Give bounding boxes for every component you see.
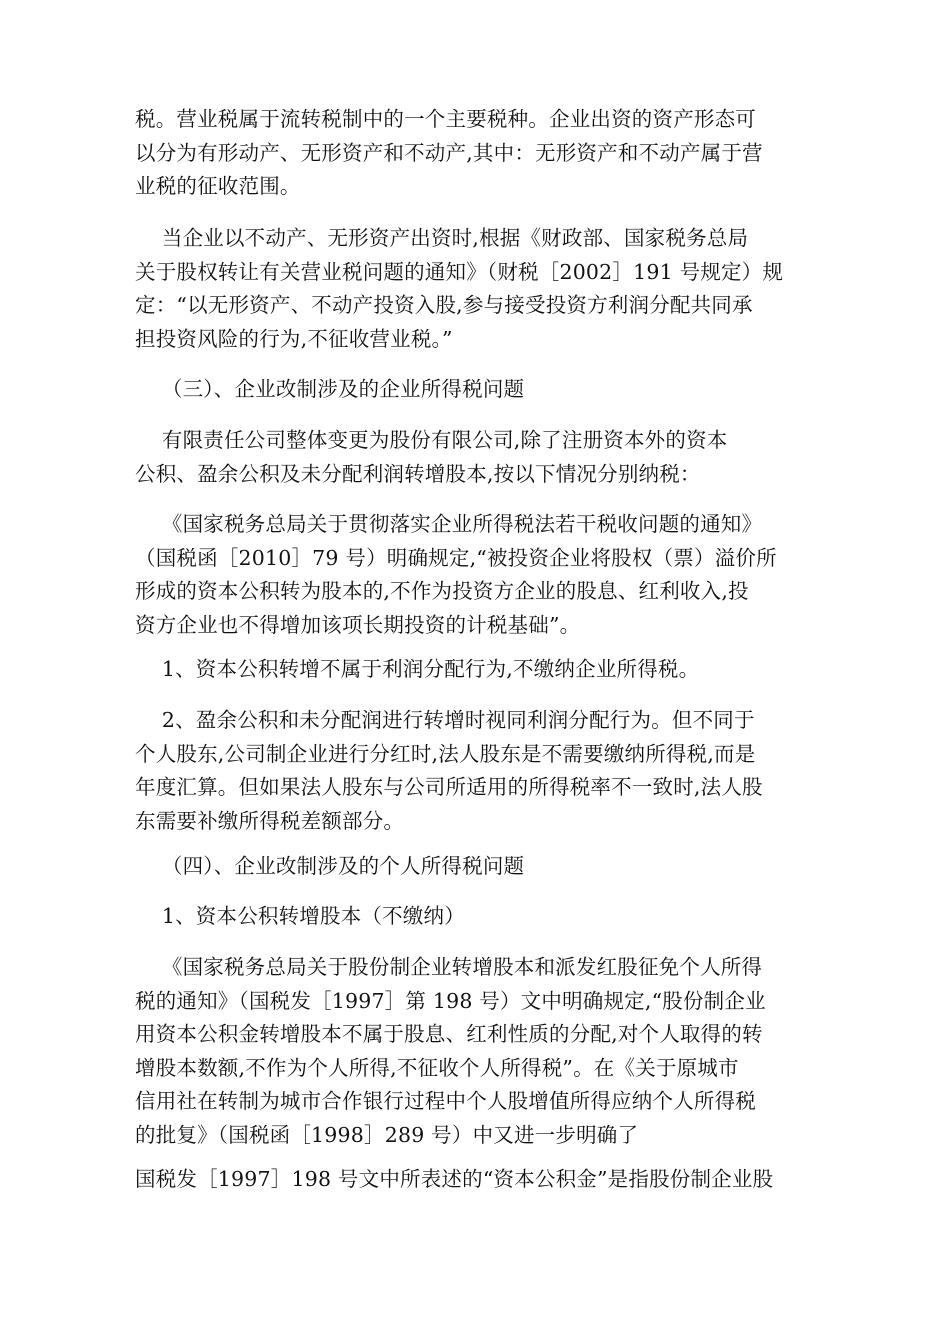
text-line: 税。营业税属于流转税制中的一个主要税种。企业出资的资产形态可 (135, 107, 756, 131)
text-line: 增股本数额,不作为个人所得,不征收个人所得税”。在《关于原城市 (135, 1055, 739, 1080)
text-line: 形成的资本公积转为股本的,不作为投资方企业的股息、红利收入,投 (135, 579, 749, 603)
section-heading-4 (135, 850, 835, 884)
text-line: 东需要补缴所得税差额部分。 (135, 808, 405, 833)
text-line: （国税函［2010］79 号）明确规定,“被投资企业将股权（票）溢价所 (135, 545, 777, 570)
text-line: 以分为有形动产、无形资产和不动产,其中：无形资产和不动产属于营 (135, 140, 763, 165)
sub-heading-capital-reserve (135, 900, 835, 934)
text-line: 的批复》（国税函［1998］289 号）中又进一步明确了 (135, 1122, 639, 1147)
paragraph-real-estate-investment (135, 222, 835, 356)
text-line: 《国家税务总局关于贯彻落实企业所得税法若干税收问题的通知》 (135, 512, 763, 536)
heading-text: （三）、企业改制涉及的企业所得税问题 (135, 377, 525, 401)
text-line: 信用社在转制为城市合作银行过程中个人股增值所得应纳个人所得税 (135, 1089, 756, 1113)
heading-text: 1、资本公积转增股本（不缴纳） (135, 904, 465, 928)
list-item-2 (135, 704, 835, 838)
text-line: 《国家税务总局关于股份制企业转增股本和派发红股征免个人所得 (135, 955, 763, 979)
text-line: 用资本公积金转增股本不属于股息、红利性质的分配,对个人取得的转 (135, 1022, 763, 1046)
text-line: 个人股东,公司制企业进行分红时,法人股东是不需要缴纳所得税,而是 (135, 741, 756, 766)
text-line: 年度汇算。但如果法人股东与公司所适用的所得税率不一致时,法人股 (135, 775, 763, 799)
list-item-1 (135, 653, 835, 687)
text-line: 税的通知》（国税发［1997］第 198 号）文中明确规定,“股份制企业 (135, 988, 766, 1013)
text-line: 关于股权转让有关营业税问题的通知》（财税［2002］191 号规定）规 (135, 259, 784, 284)
paragraph-notice-2010-79 (135, 508, 835, 642)
paragraph-company-conversion (135, 424, 835, 491)
heading-text: （四）、企业改制涉及的个人所得税问题 (135, 854, 525, 878)
text-line: 担投资风险的行为,不征收营业税。” (135, 326, 453, 351)
paragraph-capital-reserve-definition (135, 1163, 835, 1197)
text-line: 1、资本公积转增不属于利润分配行为,不缴纳企业所得税。 (135, 657, 700, 681)
text-line: 国税发［1997］198 号文中所表述的“资本公积金”是指股份制企业股 (135, 1167, 774, 1191)
paragraph-business-tax-intro (135, 103, 835, 204)
text-line: 2、盈余公积和未分配润进行转增时视同利润分配行为。但不同于 (135, 708, 755, 732)
section-heading-3 (135, 373, 835, 407)
text-line: 业税的征收范围。 (135, 174, 301, 198)
text-line: 资方企业也不得增加该项长期投资的计税基础”。 (135, 612, 581, 637)
text-line: 公积、盈余公积及未分配利润转增股本,按以下情况分别纳税： (135, 461, 701, 486)
paragraph-notice-1997-198 (135, 951, 835, 1152)
text-line: 有限责任公司整体变更为股份有限公司,除了注册资本外的资本 (135, 428, 728, 452)
text-line: 定：“以无形资产、不动产投资入股,参与接受投资方利润分配共同承 (135, 293, 753, 317)
text-line: 当企业以不动产、无形资产出资时,根据《财政部、国家税务总局 (135, 226, 749, 250)
